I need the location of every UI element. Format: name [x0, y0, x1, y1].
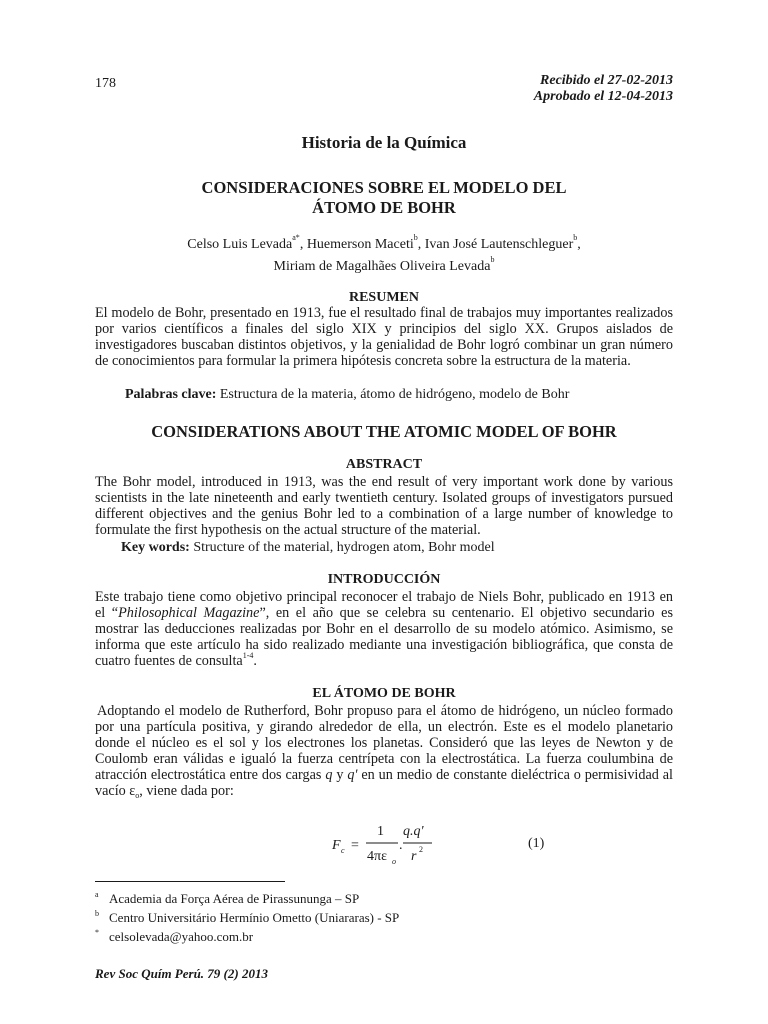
equation-number: (1) — [528, 836, 545, 851]
author-2: , Huemerson Maceti — [299, 237, 414, 252]
author-1: Celso Luis Levada — [187, 237, 293, 252]
atomo-text-part-1: Adoptando el modelo de Rutherford, Bohr propuso para el átomo de hidrógeno, un núcleo formado por una partícula positiva, y girando alrededor de ella, un electrón. Este es el modelo planetario donde el núcleo es el sol y los electrones los planetas. Consideró que las leyes de Newton y de Coulomb eran válidas e igualó la fuerza centrípeta con la electrostática. La fuerza coulumbina de atracción electrostática entre dos cargas — [95, 703, 673, 784]
article-title — [0, 178, 768, 218]
footnote-rule — [95, 881, 285, 882]
eq-num2: q.q' — [403, 824, 424, 839]
footnotes — [95, 889, 399, 946]
author-2-affiliation: b — [413, 233, 418, 242]
resumen-text: El modelo de Bohr, presentado en 1913, fue el resultado final de trabajos muy importantes realizados por varios científicos a finales del siglo XIX y principios del siglo XX. Grupos aislados de investigadores buscaban distintos objetivos, y la genialidad de Bohr logró combinar un gran número de conocimientos para formular la primera hipótesis concreta sobre la estructura de la materia. — [95, 305, 673, 370]
introduccion-text — [95, 589, 673, 669]
received-approved-dates — [534, 73, 673, 105]
authors-line-1 — [0, 234, 768, 256]
footnote-mark: b — [95, 909, 99, 918]
journal-name: Philosophical Magazine — [118, 605, 260, 622]
abstract-text: The Bohr model, introduced in 1913, was the end result of very important work done by various scientists in the late nineteenth and early twentieth century. Isolated groups of investigators pursued different objectives and the genius Bohr led to a combination of a large number of knowledge to formulate the first hypothesis on the actual structure of the material. — [95, 474, 673, 539]
footnote-email — [95, 927, 399, 946]
journal-citation: Rev Soc Quím Perú. 79 (2) 2013 — [95, 966, 268, 981]
author-3: , Ivan José Lautenschleguer — [417, 237, 574, 252]
abstract-heading: ABSTRACT — [345, 457, 423, 472]
footnote-b — [95, 908, 399, 927]
key-words — [95, 540, 673, 556]
palabras-clave — [95, 387, 673, 403]
author-1-affiliation: a* — [292, 233, 300, 242]
equation-1 — [330, 820, 590, 870]
atomo-text — [95, 703, 673, 805]
author-3-tail: , — [577, 237, 581, 252]
footnote-text: Centro Universitário Hermínio Ometto (Uniararas) - SP — [109, 910, 400, 925]
authors-line-2 — [0, 256, 768, 278]
intro-text-end: . — [253, 653, 257, 670]
eq-den1: 4πε — [367, 849, 387, 864]
charge-q-prime: q' — [347, 767, 358, 784]
eq-dot: . — [399, 838, 403, 853]
author-list — [0, 234, 768, 278]
eq-den2: r — [411, 849, 417, 864]
atomo-text-part-4: , viene dada por: — [139, 783, 234, 800]
intro-text-part-1: Este trabajo tiene como objetivo principal reconocer el trabajo de Niels Bohr, publicado en 1913 en el “ — [95, 589, 673, 622]
citation-ref: 1-4 — [242, 651, 254, 661]
author-4-affiliation: b — [490, 255, 495, 264]
footnote-text: celsolevada@yahoo.com.br — [109, 929, 254, 944]
footnote-mark: * — [95, 928, 99, 937]
atomo-text-part-2: y — [332, 767, 348, 784]
atomo-heading: EL ÁTOMO DE BOHR — [312, 686, 456, 701]
section-header: Historia de la Química — [301, 133, 467, 152]
eq-f-sub: c — [341, 846, 345, 855]
palabras-clave-text: Estructura de la materia, átomo de hidrógeno, modelo de Bohr — [216, 387, 570, 402]
eq-f: F — [332, 838, 341, 853]
eq-equals: = — [351, 838, 359, 853]
footnote-text: Academia da Força Aérea de Pirassununga – SP — [109, 891, 360, 906]
intro-text-part-2: ”, en el año que se celebra su centenario. El objetivo secundario es mostrar las deducciones realizadas por Bohr en el desarrollo de su modelo atómico. Asimismo, se informa que este artículo ha sido realizado mediante una investigación bibliográfica, que consta de cuatro fuentes de consulta — [95, 605, 673, 670]
eq-den2-sup: 2 — [419, 845, 423, 854]
eq-num1: 1 — [377, 824, 384, 839]
epsilon-subscript: o — [135, 791, 140, 801]
footnote-a — [95, 889, 399, 908]
eq-den1-sub: o — [392, 857, 396, 866]
key-words-label: Key words: — [121, 540, 190, 555]
english-title: CONSIDERATIONS ABOUT THE ATOMIC MODEL OF BOHR — [151, 422, 617, 441]
received-date: Recibido el 27-02-2013 — [540, 73, 673, 88]
author-3-affiliation: b — [573, 233, 578, 242]
palabras-clave-label: Palabras clave: — [125, 387, 217, 402]
resumen-heading: RESUMEN — [348, 290, 419, 305]
footnote-mark: a — [95, 890, 99, 899]
title-line-2: ÁTOMO DE BOHR — [312, 198, 456, 217]
equation-svg — [330, 820, 590, 870]
key-words-text: Structure of the material, hydrogen atom, Bohr model — [189, 540, 495, 555]
introduccion-heading: INTRODUCCIÓN — [327, 572, 441, 587]
title-line-1: CONSIDERACIONES SOBRE EL MODELO DEL — [201, 178, 567, 197]
author-4: Miriam de Magalhães Oliveira Levada — [273, 259, 491, 274]
page-number: 178 — [95, 76, 116, 91]
charge-q: q — [325, 767, 333, 784]
approved-date: Aprobado el 12-04-2013 — [533, 89, 673, 104]
atomo-text-part-3: en un medio de constante dieléctrica o permisividad al vacío ε — [95, 767, 673, 800]
